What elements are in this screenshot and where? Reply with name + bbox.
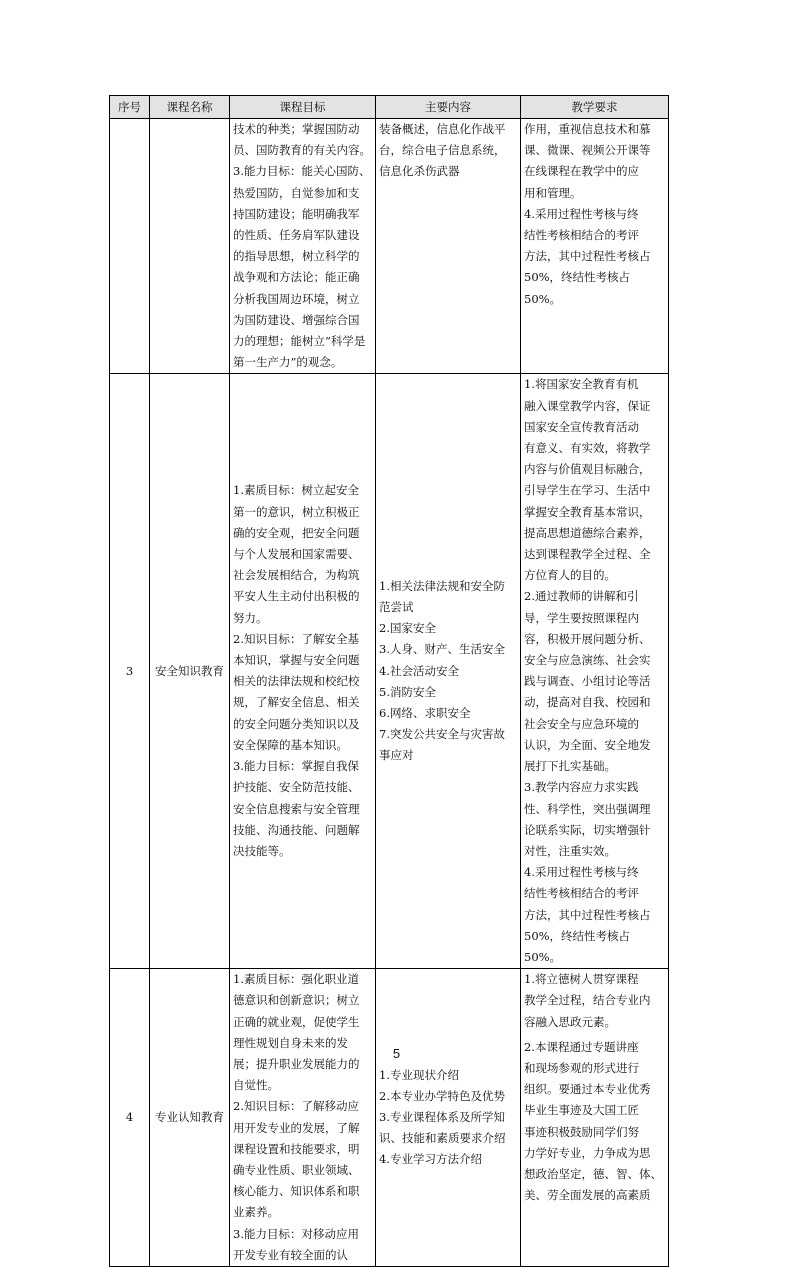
cell-line: 容，积极开展问题分析、 xyxy=(524,631,651,646)
cell-line: 的指导思想，树立科学的 xyxy=(233,249,360,264)
cell-line: 融入课堂教学内容，保证 xyxy=(524,398,651,413)
cell-line: 动，提高对自我、校园和 xyxy=(524,695,651,710)
cell-line: 的安全问题分类知识以及 xyxy=(233,716,360,731)
cell-line: 美、劳全面发展的高素质 xyxy=(524,1188,651,1203)
cell-num: 4 xyxy=(110,969,150,1267)
page-number: 5 xyxy=(392,1046,401,1061)
cell-line: 用开发专业的发展，了解 xyxy=(233,1120,360,1135)
cell-line: 4.采用过程性考核与终 xyxy=(524,206,639,221)
cell-line: 热爱国防，自觉参加和支 xyxy=(233,185,360,200)
cell-line: 6.网络、求职安全 xyxy=(379,706,471,721)
cell-line: 2.通过教师的讲解和引 xyxy=(524,589,639,604)
cell-line: 德意识和创新意识；树立 xyxy=(233,993,360,1008)
cell-line: 容融入思政元素。 xyxy=(524,1014,616,1029)
cell-line: 核心能力、知识体系和职 xyxy=(233,1184,360,1199)
cell-line: 方法，其中过程性考核占 xyxy=(524,249,651,264)
cell-line: 1.素质目标：树立起安全 xyxy=(233,483,359,498)
header-teaching-requirements: 教学要求 xyxy=(521,96,669,119)
cell-line: 第一的意识，树立积极正 xyxy=(233,504,360,519)
cell-line: 课程设置和技能要求，明 xyxy=(233,1141,360,1156)
cell-line: 引导学生在学习、生活中 xyxy=(524,483,651,498)
cell-line: 达到课程教学全过程、全 xyxy=(524,547,651,562)
cell-line: 2.本专业办学特色及优势 xyxy=(379,1088,505,1103)
cell-line: 作用，重视信息技术和慕 xyxy=(524,122,651,136)
cell-line: 国家安全宣传教育活动 xyxy=(524,419,639,434)
cell-line: 3.教学内容应力求实践 xyxy=(524,780,639,795)
cell-line: 导，学生要按照课程内 xyxy=(524,610,639,625)
cell-line: 4.专业学习方法介绍 xyxy=(379,1152,482,1167)
cell-line: 掌握安全教育基本常识， xyxy=(524,504,651,519)
cell-course-name: 专业认知教育 xyxy=(150,969,230,1267)
cell-line: 提高思想道德综合素养， xyxy=(524,525,651,540)
cell-line: 自觉性。 xyxy=(233,1078,279,1093)
cell-num xyxy=(110,119,150,374)
cell-line: 的性质、任务肩军队建设 xyxy=(233,228,360,243)
cell-line: 结性考核相结合的考评 xyxy=(524,886,639,901)
cell-line: 内容与价值观目标融合， xyxy=(524,462,651,477)
cell-course-name: 安全知识教育 xyxy=(150,374,230,969)
cell-line: 业素养。 xyxy=(233,1205,279,1220)
cell-main-content xyxy=(376,969,521,1267)
cell-line: 展打下扎实基础。 xyxy=(524,759,616,774)
cell-line: 方位育人的目的。 xyxy=(524,568,616,583)
cell-line: 3.专业课程体系及所学知 xyxy=(379,1109,505,1124)
cell-line: 3.能力目标：掌握自我保 xyxy=(233,759,359,774)
cell-line: 结性考核相结合的考评 xyxy=(524,228,639,243)
cell-line: 开发专业有较全面的认 xyxy=(233,1247,348,1262)
cell-line: 本知识，掌握与安全问题 xyxy=(233,653,360,668)
cell-line: 确专业性质、职业领域、 xyxy=(233,1162,360,1177)
header-course-goals: 课程目标 xyxy=(230,96,376,119)
cell-line: 努力。 xyxy=(233,610,268,625)
header-row xyxy=(110,96,669,119)
cell-line: 平安人生主动付出积极的 xyxy=(233,589,360,604)
cell-line: 2.本课程通过专题讲座 xyxy=(524,1039,639,1054)
cell-line: 方法，其中过程性考核占 xyxy=(524,907,651,922)
cell-line: 安全与应急演练、社会实 xyxy=(524,653,651,668)
cell-line: 装备概述，信息化作战平 xyxy=(379,122,506,136)
cell-line: 信息化杀伤武器 xyxy=(379,164,460,179)
table-row xyxy=(110,969,669,1267)
cell-line: 确的安全观，把安全问题 xyxy=(233,525,360,540)
cell-teaching-requirements xyxy=(521,969,669,1267)
cell-line: 想政治坚定，德、智、体、 xyxy=(524,1166,662,1181)
cell-course-goals xyxy=(230,374,376,969)
cell-line: 展；提升职业发展能力的 xyxy=(233,1056,360,1071)
cell-line: 员、国防教育的有关内容。 xyxy=(233,143,371,158)
cell-line: 安全信息搜索与安全管理 xyxy=(233,801,360,816)
cell-line: 有意义、有实效，将教学 xyxy=(524,441,651,456)
cell-line: 1.专业现状介绍 xyxy=(379,1067,459,1082)
header-num: 序号 xyxy=(110,96,150,119)
cell-line: 理性规划自身未来的发 xyxy=(233,1035,348,1050)
cell-line: 台，综合电子信息系统， xyxy=(379,143,506,158)
cell-line: 3.能力目标：能关心国防、 xyxy=(233,164,371,179)
cell-line: 论联系实际，切实增强针 xyxy=(524,822,651,837)
cell-line: 护技能、安全防范技能、 xyxy=(233,780,360,795)
header-course-name: 课程名称 xyxy=(150,96,230,119)
cell-line: 战争观和方法论；能正确 xyxy=(233,270,360,285)
cell-line: 2.国家安全 xyxy=(379,621,436,636)
cell-line: 4.社会活动安全 xyxy=(379,663,459,678)
cell-line: 7.突发公共安全与灾害故 xyxy=(379,727,505,742)
cell-line: 3.人身、财产、生活安全 xyxy=(379,642,505,657)
cell-line: 社会安全与应急环境的 xyxy=(524,716,639,731)
cell-line: 50%。 xyxy=(524,291,562,306)
cell-course-goals xyxy=(230,119,376,374)
cell-line: 2.知识目标：了解移动应 xyxy=(233,1099,359,1114)
cell-teaching-requirements xyxy=(521,119,669,374)
cell-line: 教学全过程，结合专业内 xyxy=(524,993,651,1008)
cell-course-goals xyxy=(230,969,376,1267)
cell-line: 课、微课、视频公开课等 xyxy=(524,143,651,158)
cell-line: 4.采用过程性考核与终 xyxy=(524,865,639,880)
cell-line: 3.能力目标：对移动应用 xyxy=(233,1226,359,1241)
cell-line: 分析我国周边环境，树立 xyxy=(233,291,360,306)
cell-line: 2.知识目标：了解安全基 xyxy=(233,631,359,646)
cell-line: 毕业生事迹及大国工匠 xyxy=(524,1103,639,1118)
table-row xyxy=(110,374,669,969)
cell-line: 在线课程在教学中的应 xyxy=(524,164,639,179)
cell-line: 持国防建设；能明确我军 xyxy=(233,206,360,221)
cell-line: 技能、沟通技能、问题解 xyxy=(233,822,360,837)
course-table xyxy=(109,95,669,1267)
cell-line: 识、技能和素质要求介绍 xyxy=(379,1131,506,1146)
cell-line: 用和管理。 xyxy=(524,185,582,200)
header-main-content: 主要内容 xyxy=(376,96,521,119)
cell-line: 事迹积极鼓励同学们努 xyxy=(524,1124,639,1139)
cell-line: 1.将立德树人贯穿课程 xyxy=(524,972,639,987)
cell-line: 1.将国家安全教育有机 xyxy=(524,377,639,392)
cell-line: 第一生产力”的观念。 xyxy=(233,355,343,370)
cell-line: 5.消防安全 xyxy=(379,684,436,699)
cell-line: 安全保障的基本知识。 xyxy=(233,737,348,752)
cell-line: 组织。要通过本专业优秀 xyxy=(524,1082,651,1097)
cell-line: 认识，为全面、安全地发 xyxy=(524,737,651,752)
table-row xyxy=(110,119,669,374)
cell-main-content xyxy=(376,119,521,374)
cell-course-name xyxy=(150,119,230,374)
cell-line: 规，了解安全信息、相关 xyxy=(233,695,360,710)
cell-line: 践与调查、小组讨论等活 xyxy=(524,674,651,689)
cell-teaching-requirements xyxy=(521,374,669,969)
cell-line: 和现场参观的形式进行 xyxy=(524,1060,639,1075)
cell-line: 社会发展相结合，为构筑 xyxy=(233,568,360,583)
cell-line: 为国防建设、增强综合国 xyxy=(233,312,360,327)
cell-line: 50%。 xyxy=(524,949,562,964)
cell-line: 范尝试 xyxy=(379,600,414,615)
cell-line: 50%，终结性考核占 xyxy=(524,270,631,285)
cell-num: 3 xyxy=(110,374,150,969)
cell-line: 力学好专业，力争成为思 xyxy=(524,1145,651,1160)
cell-line: 性、科学性，突出强调理 xyxy=(524,801,651,816)
cell-line: 1.素质目标：强化职业道 xyxy=(233,972,359,987)
cell-line: 1.相关法律法规和安全防 xyxy=(379,578,505,593)
cell-line: 50%，终结性考核占 xyxy=(524,928,631,943)
cell-line: 与个人发展和国家需要、 xyxy=(233,547,360,562)
cell-line: 力的理想；能树立“科学是 xyxy=(233,334,366,349)
cell-line: 事应对 xyxy=(379,748,414,763)
cell-line: 相关的法律法规和校纪校 xyxy=(233,674,360,689)
cell-line: 正确的就业观，促使学生 xyxy=(233,1014,360,1029)
cell-line: 技术的种类；掌握国防动 xyxy=(233,122,360,136)
cell-line: 决技能等。 xyxy=(233,843,291,858)
cell-line: 对性，注重实效。 xyxy=(524,843,616,858)
cell-main-content xyxy=(376,374,521,969)
